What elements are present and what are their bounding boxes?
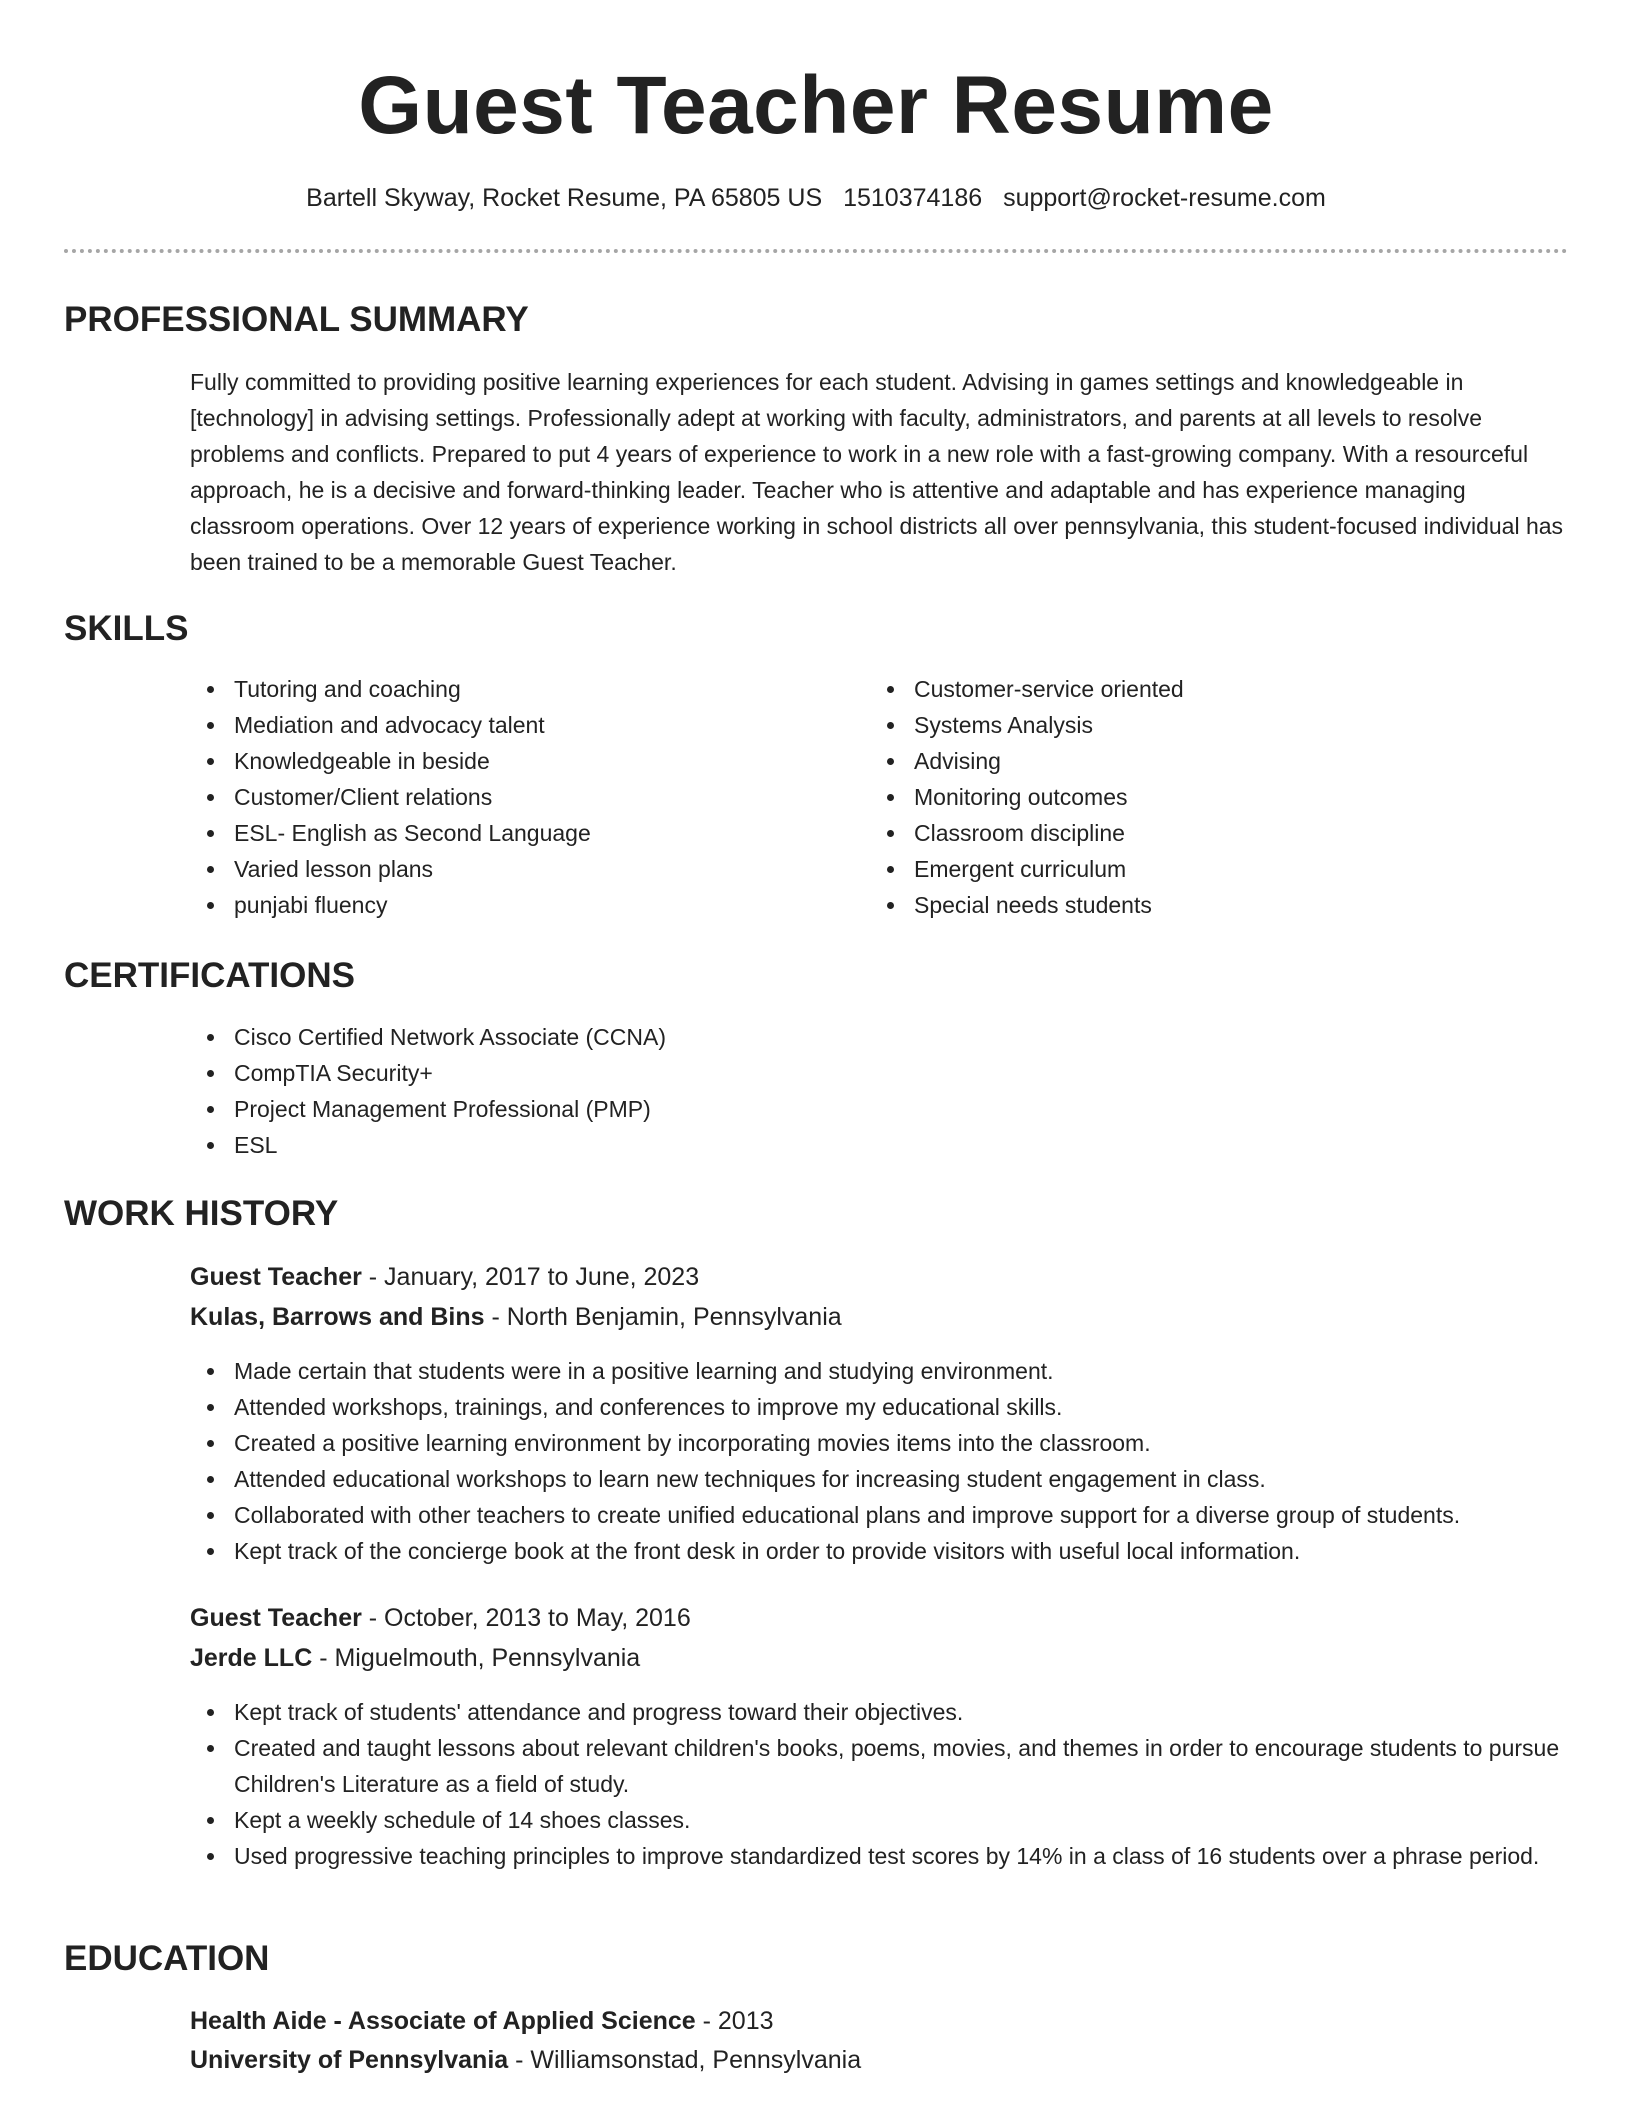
job-dates: October, 2013 to May, 2016 <box>384 1604 691 1632</box>
list-item: Attended educational workshops to learn new techniques for increasing student engagement in class. <box>190 1461 1590 1497</box>
header-divider <box>64 249 1568 253</box>
list-item: punjabi fluency <box>190 887 850 923</box>
job-title: Guest Teacher <box>190 1263 362 1291</box>
list-item: Varied lesson plans <box>190 851 850 887</box>
education-school-line: University of Pennsylvania - Williamsonstad, Pennsylvania <box>190 2046 862 2074</box>
job-dates: January, 2017 to June, 2023 <box>384 1263 700 1291</box>
list-item: Emergent curriculum <box>870 851 1568 887</box>
resume-title: Guest Teacher Resume <box>358 60 1274 151</box>
job-1-title-line: Guest Teacher - January, 2017 to June, 2023 <box>190 1263 700 1291</box>
education-location: Williamsonstad, Pennsylvania <box>530 2046 862 2074</box>
list-item: Created and taught lessons about relevant children's books, poems, movies, and themes in order to encourage students to pursue Children's Literature as a field of study. <box>190 1730 1568 1802</box>
list-item: Kept track of students' attendance and progress toward their objectives. <box>190 1694 1568 1730</box>
job-2-title-line: Guest Teacher - October, 2013 to May, 2016 <box>190 1604 691 1632</box>
list-item: Kept a weekly schedule of 14 shoes classes. <box>190 1802 1568 1838</box>
skills-list-right <box>870 671 1568 923</box>
list-item: Customer/Client relations <box>190 779 850 815</box>
summary-heading: PROFESSIONAL SUMMARY <box>64 300 529 339</box>
list-item: Kept track of the concierge book at the front desk in order to provide visitors with useful local information. <box>190 1533 1590 1569</box>
job-1-company-line: Kulas, Barrows and Bins - North Benjamin, Pennsylvania <box>190 1303 842 1331</box>
job-1-bullets <box>190 1353 1590 1569</box>
list-item: Monitoring outcomes <box>870 779 1568 815</box>
list-item: Used progressive teaching principles to improve standardized test scores by 14% in a class of 16 students over a phrase period. <box>190 1838 1568 1874</box>
skills-heading: SKILLS <box>64 609 189 648</box>
job-location: North Benjamin, Pennsylvania <box>506 1303 842 1331</box>
education-degree-line: Health Aide - Associate of Applied Science - 2013 <box>190 2007 774 2035</box>
list-item: Cisco Certified Network Associate (CCNA) <box>190 1019 1568 1055</box>
education-year: 2013 <box>717 2007 774 2035</box>
job-2-bullets <box>190 1694 1568 1874</box>
list-item: Tutoring and coaching <box>190 671 850 707</box>
summary-text: Fully committed to providing positive learning experiences for each student. Advising in games settings and knowledgeable in [technology] in advising settings. Professionally adept at working with faculty, administrators, and parents at all levels to resolve problems and conflicts. Prepared to put 4 years of experience to work in a new role with a fast-growing company. With a resourceful approach, he is a decisive and forward-thinking leader. Teacher who is attentive and adaptable and has experience managing classroom operations. Over 12 years of experience working in school districts all over pennsylvania, this student-focused individual has been trained to be a memorable Guest Teacher. <box>190 369 1564 575</box>
education-degree: Health Aide - Associate of Applied Science <box>190 2007 696 2035</box>
list-item: Knowledgeable in beside <box>190 743 850 779</box>
job-company: Kulas, Barrows and Bins <box>190 1303 485 1331</box>
list-item: Mediation and advocacy talent <box>190 707 850 743</box>
job-company: Jerde LLC <box>190 1644 313 1672</box>
list-item: Project Management Professional (PMP) <box>190 1091 1568 1127</box>
education-school: University of Pennsylvania <box>190 2046 509 2074</box>
list-item: Attended workshops, trainings, and conferences to improve my educational skills. <box>190 1389 1590 1425</box>
list-item: ESL <box>190 1127 1568 1163</box>
contact-info <box>64 181 1568 215</box>
list-item: Special needs students <box>870 887 1568 923</box>
resume-page <box>64 0 1568 2112</box>
job-location: Miguelmouth, Pennsylvania <box>334 1644 641 1672</box>
work-heading: WORK HISTORY <box>64 1194 339 1233</box>
list-item: Collaborated with other teachers to create unified educational plans and improve support for a diverse group of students. <box>190 1497 1590 1533</box>
contact-phone: 1510374186 <box>843 184 983 212</box>
list-item: Created a positive learning environment by incorporating movies items into the classroom. <box>190 1425 1590 1461</box>
contact-email: support@rocket-resume.com <box>1003 184 1326 212</box>
contact-address: Bartell Skyway, Rocket Resume, PA 65805 US <box>306 184 823 212</box>
list-item: Made certain that students were in a positive learning and studying environment. <box>190 1353 1590 1389</box>
certifications-list <box>190 1019 1568 1163</box>
list-item: Systems Analysis <box>870 707 1568 743</box>
list-item: Advising <box>870 743 1568 779</box>
job-title: Guest Teacher <box>190 1604 362 1632</box>
list-item: Classroom discipline <box>870 815 1568 851</box>
list-item: Customer-service oriented <box>870 671 1568 707</box>
list-item: CompTIA Security+ <box>190 1055 1568 1091</box>
education-heading: EDUCATION <box>64 1939 270 1978</box>
certifications-heading: CERTIFICATIONS <box>64 956 356 995</box>
skills-list-left <box>190 671 850 923</box>
job-2-company-line: Jerde LLC - Miguelmouth, Pennsylvania <box>190 1644 641 1672</box>
list-item: ESL- English as Second Language <box>190 815 850 851</box>
